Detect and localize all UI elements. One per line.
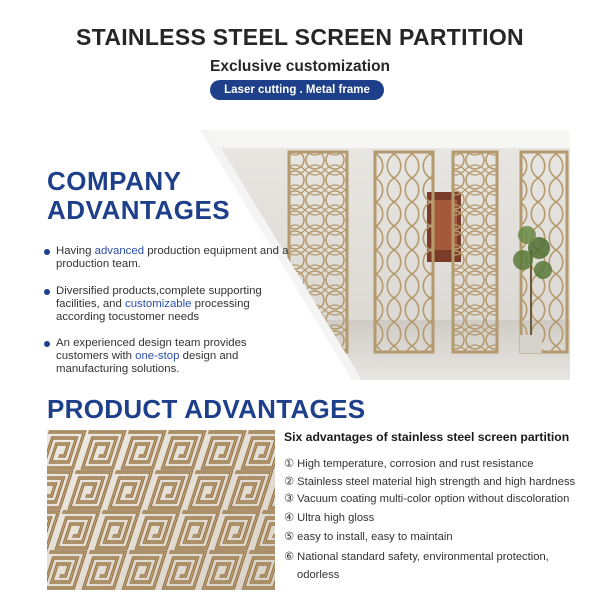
advantage-item: ② Stainless steel material high strength and high hardness: [284, 476, 576, 488]
advantage-item: ⑤ easy to install, easy to maintain: [284, 531, 453, 543]
feature-pill: Laser cutting . Metal frame: [210, 80, 384, 100]
company-bullet: An experienced design team provides customers with one-stop design and manufacturing solutions.: [46, 337, 301, 376]
bullet-dot-icon: [44, 249, 50, 255]
page-subtitle: Exclusive customization: [209, 58, 391, 75]
advantage-item: odorless: [297, 569, 340, 581]
lattice-closeup-photo: [47, 430, 275, 590]
advantage-item: ④ Ultra high gloss: [284, 512, 375, 524]
company-advantages-heading: COMPANY ADVANTAGES: [47, 166, 231, 225]
six-advantages-title: Six advantages of stainless steel screen partition: [284, 430, 570, 444]
advantage-item: ③ Vacuum coating multi-color option without discoloration: [284, 493, 570, 505]
company-bullet: Diversified products,complete supporting facilities, and customizable processing according tocustomer needs: [46, 285, 301, 324]
advantage-item: ⑥ National standard safety, environmental protection,: [284, 551, 549, 563]
company-bullet: Having advanced production equipment and a production team.: [46, 245, 301, 271]
bullet-dot-icon: [44, 289, 50, 295]
page-title: STAINLESS STEEL SCREEN PARTITION: [76, 24, 524, 50]
bullet-dot-icon: [44, 341, 50, 347]
product-advantages-heading: PRODUCT ADVANTAGES: [47, 394, 366, 424]
advantage-item: ① High temperature, corrosion and rust resistance: [284, 458, 534, 470]
